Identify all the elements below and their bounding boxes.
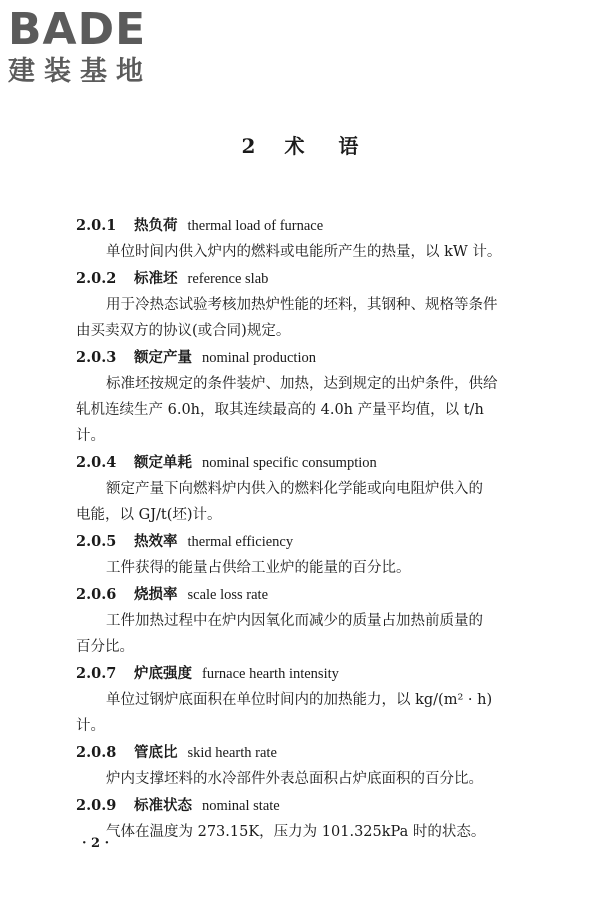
term-chinese: 热负荷 [134,217,178,234]
term-definition-line: 气体在温度为 273.15K，压力为 101.325kPa 时的状态。 [106,824,486,840]
term-english: nominal specific consumption [202,455,377,471]
term-definition-line: 计。 [76,428,105,444]
term-definition-line: 由买卖双方的协议(或合同)规定。 [76,323,291,339]
term-definition-line: 单位时间内供入炉内的燃料或电能所产生的热量，以 kW 计。 [106,244,502,260]
term-entry [76,582,536,660]
term-entry [76,529,536,581]
term-definition-line: 轧机连续生产 6.0h，取其连续最高的 4.0h 产量平均值，以 t/h [76,402,484,418]
term-chinese: 管底比 [134,744,178,761]
term-definition-line: 工件获得的能量占供给工业炉的能量的百分比。 [106,560,411,576]
logo-subtitle: 建装基地 [8,56,152,87]
term-english: skid hearth rate [187,745,277,761]
term-number: 2.0.5 [76,533,117,550]
term-heading [76,529,536,555]
term-number: 2.0.7 [76,665,117,682]
term-definition-line: 炉内支撑坯料的水冷部件外表总面积占炉底面积的百分比。 [106,771,483,787]
bade-logo [8,6,188,88]
term-entry [76,740,536,792]
term-chinese: 额定产量 [134,349,192,366]
term-entry [76,345,536,449]
term-heading [76,740,536,766]
term-english: furnace hearth intensity [202,666,339,682]
term-entry [76,266,536,344]
term-number: 2.0.3 [76,349,117,366]
term-chinese: 额定单耗 [134,454,192,471]
term-english: scale loss rate [187,587,269,603]
term-chinese: 标准坯 [134,270,178,287]
term-number: 2.0.2 [76,270,117,287]
term-number: 2.0.8 [76,744,117,761]
term-heading [76,266,536,292]
term-english: thermal efficiency [187,534,294,550]
term-definition-line: 百分比。 [76,639,134,655]
term-heading [76,582,536,608]
term-entry [76,213,536,265]
term-number: 2.0.1 [76,217,117,234]
term-definition-line: 用于冷热态试验考核加热炉性能的坯料，其钢种、规格等条件 [106,297,498,313]
term-english: nominal state [202,798,280,814]
term-number: 2.0.4 [76,454,117,471]
term-heading [76,661,536,687]
term-definition-line: 电能，以 GJ/t(坯)计。 [76,507,222,523]
chapter-title: 术语 [284,134,393,158]
term-heading [76,450,536,476]
term-chinese: 标准状态 [134,797,192,814]
term-definition-line: 单位过钢炉底面积在单位时间内的加热能力，以 kg/(m² · h) [106,692,493,708]
term-chinese: 热效率 [134,533,178,550]
term-heading [76,793,536,819]
term-number: 2.0.9 [76,797,117,814]
term-heading [76,345,536,371]
term-chinese: 炉底强度 [134,665,192,682]
term-definition-line: 计。 [76,718,105,734]
term-definition-line: 工件加热过程中在炉内因氧化而减少的质量占加热前质量的 [106,613,483,629]
terms-list [76,212,536,845]
term-entry [76,793,536,845]
term-entry [76,661,536,739]
term-definition-line: 额定产量下向燃料炉内供入的燃料化学能或向电阻炉供入的 [106,481,483,497]
term-english: nominal production [202,350,316,366]
term-english: reference slab [187,271,269,287]
term-number: 2.0.6 [76,586,117,603]
chapter-number: 2 [241,134,256,158]
logo-word: BADE [8,4,147,55]
term-chinese: 烧损率 [134,586,178,603]
term-entry [76,450,536,528]
term-english: thermal load of furnace [187,218,324,234]
term-heading [76,213,536,239]
page-number: · 2 · [82,836,110,851]
chapter-heading [0,132,600,160]
term-definition-line: 标准坯按规定的条件装炉、加热，达到规定的出炉条件，供给 [106,376,498,392]
